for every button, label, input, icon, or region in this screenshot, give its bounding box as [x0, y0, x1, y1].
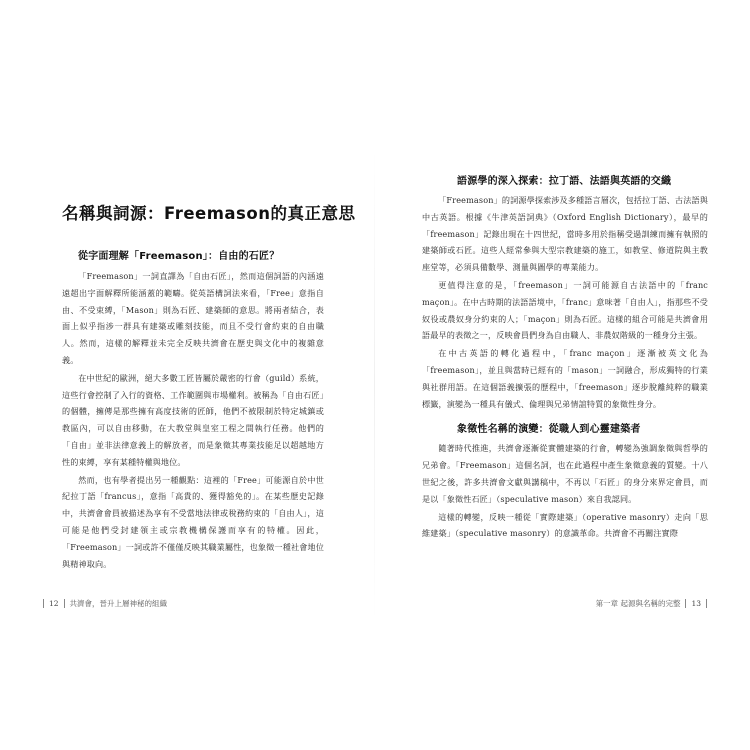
- footer-divider: [43, 599, 44, 608]
- paragraph: 「Freemason」一詞直譯為「自由石匠」，然而這個詞語的內涵遠遠超出字面解釋所能涵蓋的範疇。從英語構詞法來看，「Free」意指自由、不受束縛，「Mason」則為石匠、建築師的意思。將兩者結合，表面上似乎指涉一群具有建築或雕刻技能，而且不受行會約束的自由職人。然而，這樣的解釋並未完全反映共濟會在歷史與文化中的複雜意義。: [62, 271, 324, 365]
- running-book-title: 共濟會，晉升上層神秘的組織: [69, 599, 168, 608]
- footer-divider: [706, 599, 707, 608]
- chapter-title: 名稱與詞源：Freemason的真正意思: [62, 204, 356, 223]
- paragraph: 在中古英語的轉化過程中，「franc maçon」逐漸被英文化為「freemason」，並且與當時已經有的「mason」一詞融合，形成獨特的行業與社群用語。在這個語義擴張的歷程中，「freemason」逐步脫離純粹的職業標籤，演變為一種具有儀式、倫理與兄弟情誼特質的象徵性身分。: [422, 348, 708, 409]
- paragraph: 「Freemason」的詞源學探索涉及多種語言層次，包括拉丁語、古法語與中古英語。根據《牛津英語詞典》（Oxford English Dictionary），最早的「freemason」記錄出現在十四世紀，當時多用於指稱受過訓練而擁有執照的建築師或石匠。這些人經常參與大型宗教建築的施工，如教堂、修道院與主教座堂等，必須具備數學、測量與圖學的專業能力。: [422, 195, 708, 273]
- paragraph: 更值得注意的是，「freemason」一詞可能源自古法語中的「franc maçon」。在中古時期的法語語境中，「franc」意味著「自由人」，指那些不受奴役或農奴身分約束的人；「maçon」則為石匠。這樣的組合可能是共濟會用語最早的表徵之一，反映會員們身為自由職人、非農奴階級的一種身分主張。: [422, 279, 708, 341]
- section-heading: 象徵性名稱的演變：從職人到心靈建築者: [457, 424, 641, 436]
- right-page: [375, 0, 750, 750]
- left-page-footer: [43, 598, 167, 609]
- right-page-body: [422, 172, 708, 543]
- paragraph: 這樣的轉變，反映一種從「實際建築」（operative masonry）走向「思維建築」（speculative masonry）的意識革命。共濟會不再關注實際: [422, 511, 708, 539]
- paragraph: 在中世紀的歐洲，絕大多數工匠皆屬於嚴密的行會（guild）系統，這些行會控制了入行的資格、工作範圍與市場權利。被稱為「自由石匠」的個體，擁傳是那些擁有高度技術的匠師，他們不被限制於特定城鎮或教區內，可以自由移動，在大教堂與皇室工程之間執行任務。他們的「自由」並非法律意義上的解放者，而是象徵其專業技能足以超越地方性的束縛，享有某種特權與地位。: [62, 372, 324, 467]
- left-page-body: [62, 247, 324, 573]
- page-number: 12: [49, 599, 59, 608]
- page-number: 13: [691, 599, 701, 608]
- section-heading: 從字面理解「Freemason」：自由的石匠？: [78, 251, 280, 262]
- paragraph: 然而，也有學者提出另一種觀點：這裡的「Free」可能源自於中世紀拉丁語「francus」，意指「高貴的、獲得豁免的」。在某些歷史記錄中，共濟會會員被描述為享有不受當地法律或稅務約束的「自由人」，這可能是他們受封建領主或宗教機構保護而享有的特權。因此，「Freemason」一詞或許不僅僅反映其職業屬性，也象徵一種社會地位與精神取向。: [62, 474, 324, 569]
- footer-divider: [64, 599, 65, 608]
- section-heading: 語源學的深入探索：拉丁語、法語與英語的交織: [457, 176, 672, 187]
- running-chapter-label: 第一章 起源與名稱的完整: [595, 599, 681, 608]
- right-page-footer: [596, 598, 707, 609]
- footer-divider: [685, 599, 686, 608]
- paragraph: 隨著時代推進，共濟會逐漸從實體建築的行會，轉變為強調象徵與哲學的兄弟會。「Freemason」這個名詞，也在此過程中產生象徵意義的質變。十八世紀之後，許多共濟會文獻與講稿中，不再以「石匠」的身分來界定會員，而是以「象徵性石匠」（speculative mason）來自我認同。: [422, 443, 708, 504]
